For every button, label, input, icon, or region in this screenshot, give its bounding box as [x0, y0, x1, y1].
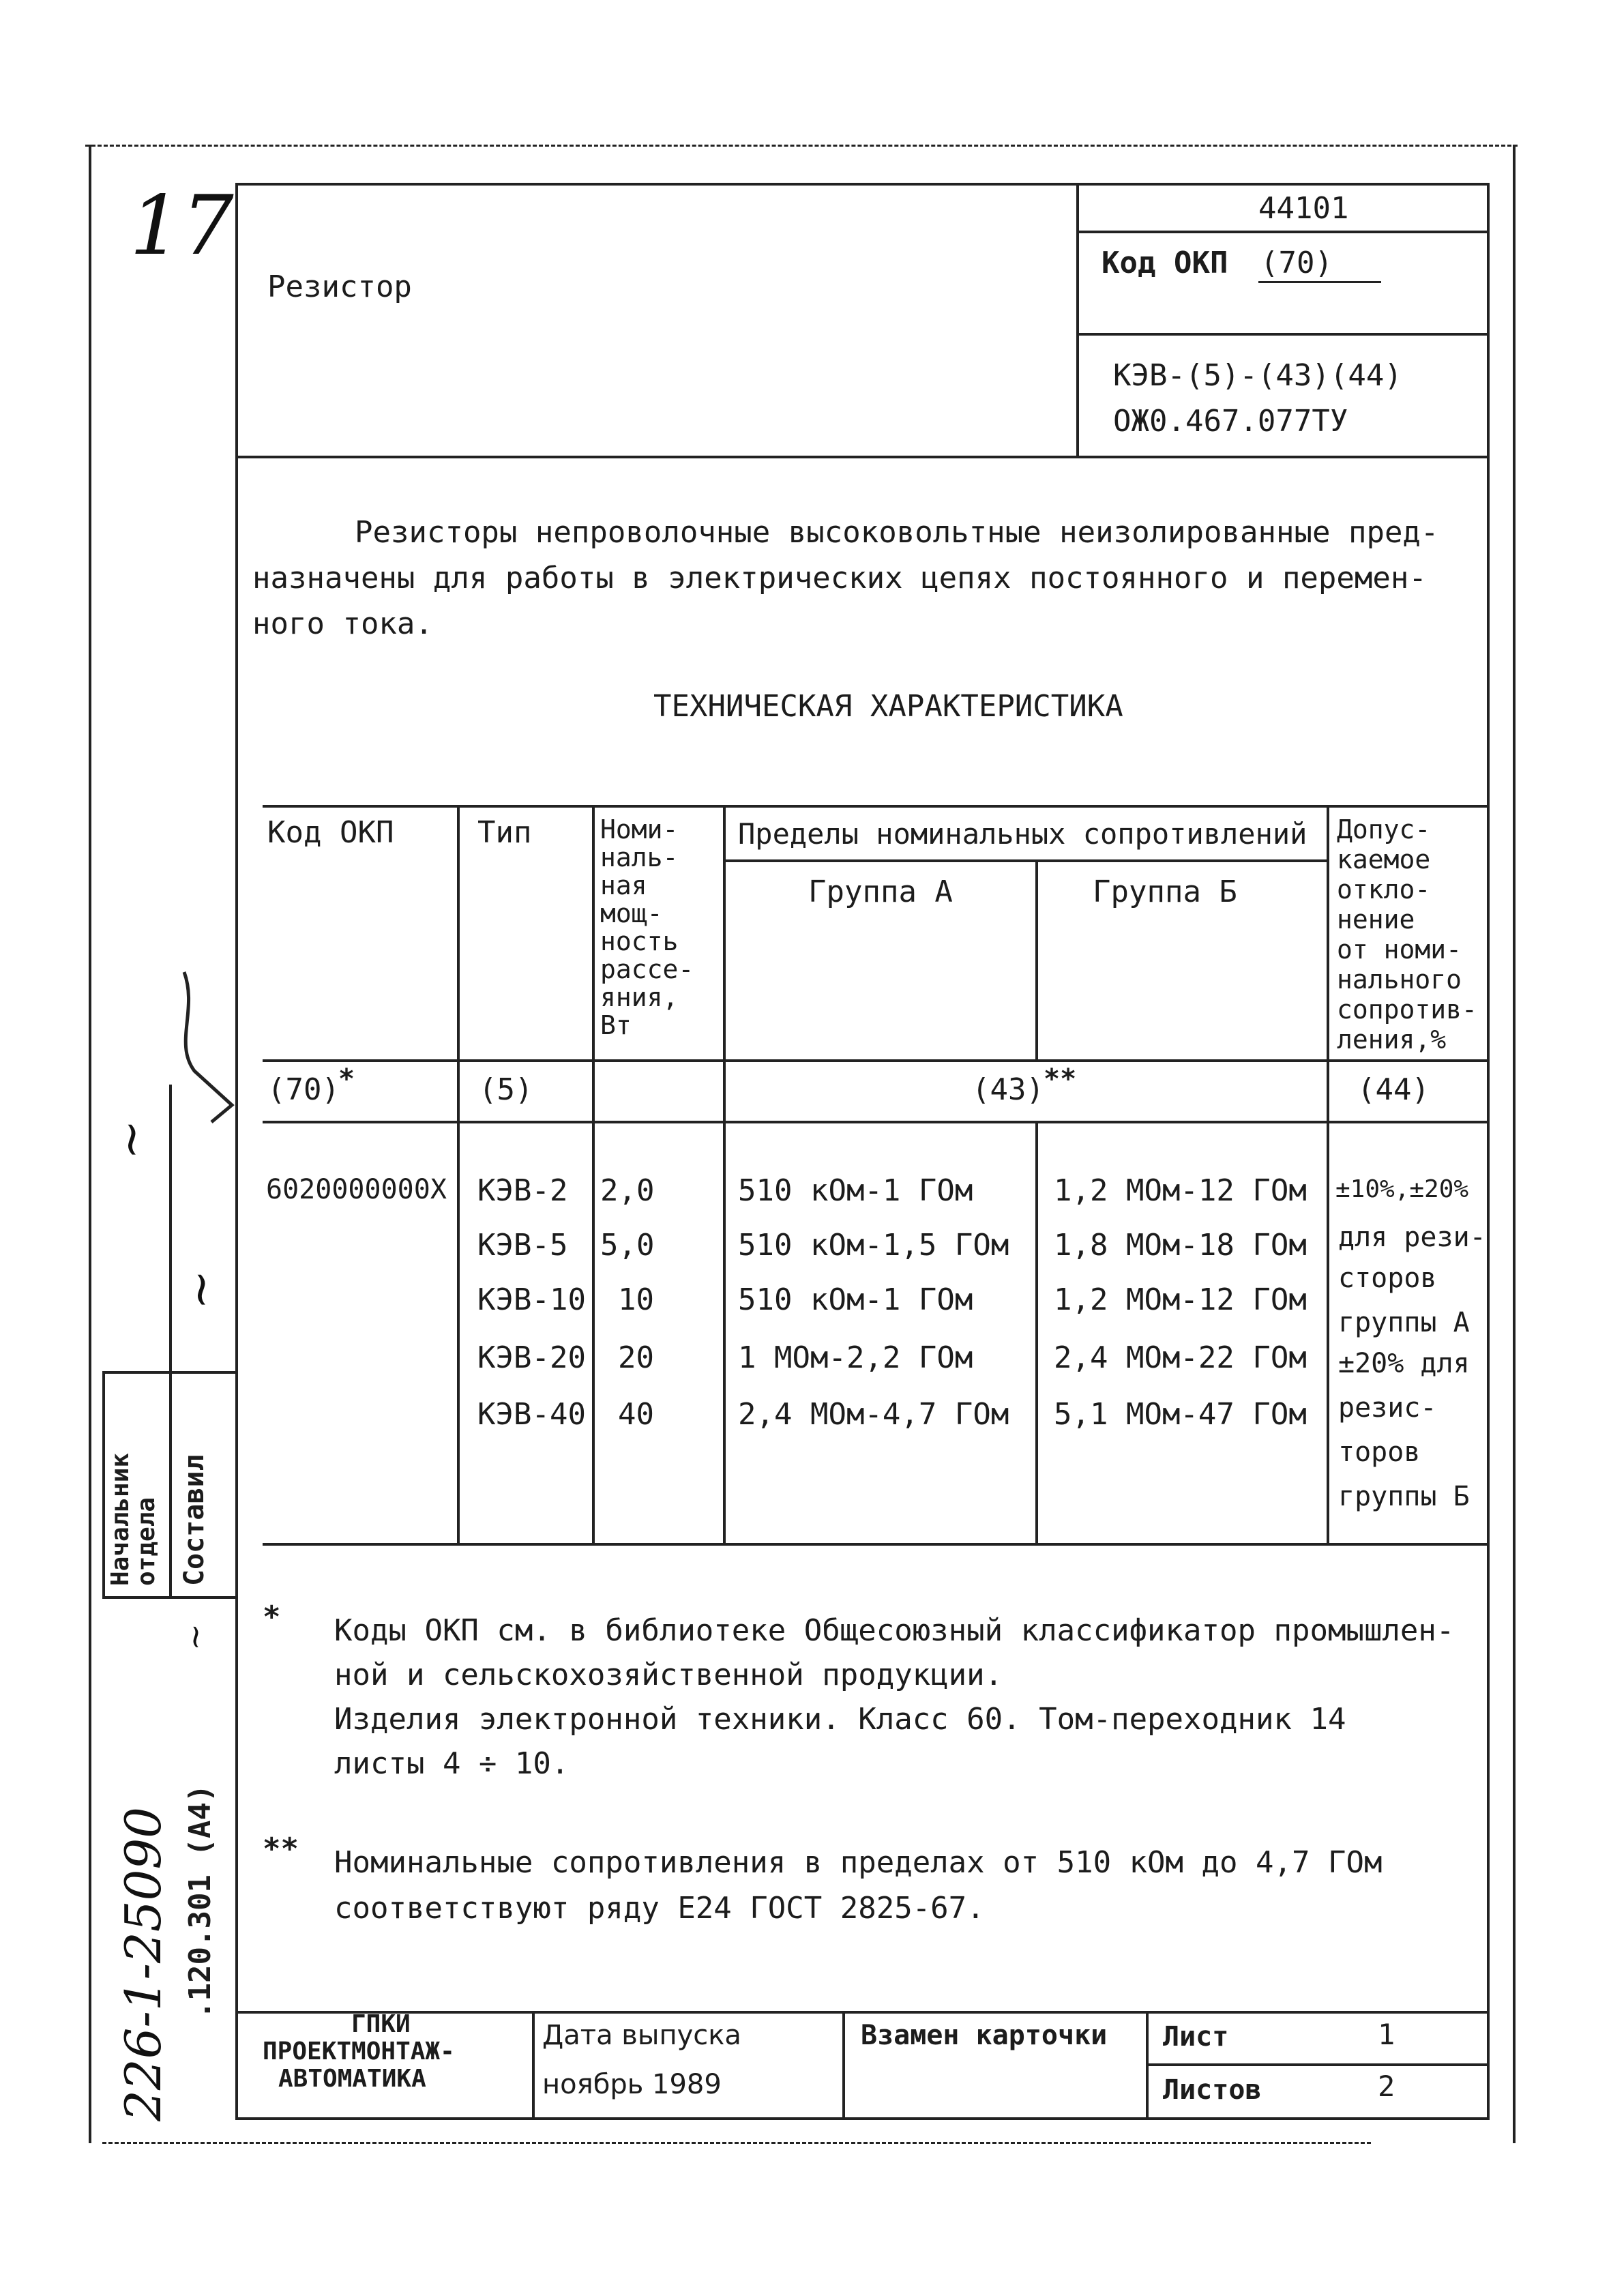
footnote-2-line-1: Номинальные сопротивления в пределах от 510 кОм до 4,7 ГОм [334, 1845, 1383, 1880]
intro-line-1: Резисторы непроволочные высоковольтные неизолированные пред- [355, 515, 1439, 550]
th-tol-4: нение [1337, 904, 1415, 934]
footer-sheets-value: 2 [1378, 2070, 1395, 2103]
okp-label: Код ОКП [1102, 246, 1228, 280]
cell-group-a-3: 510 кОм-1 ГОм [738, 1282, 973, 1317]
cell-tol-8: группы Б [1338, 1481, 1470, 1512]
table-col-1 [457, 805, 460, 1543]
header-divider [1076, 183, 1079, 456]
designation: КЭВ-(5)-(43)(44) [1113, 358, 1402, 393]
cell-group-a-1: 510 кОм-1 ГОм [738, 1173, 973, 1208]
bottom-border [102, 2142, 1371, 2144]
doc-number: 44101 [1258, 191, 1349, 226]
cell-tol-6: резис- [1338, 1392, 1437, 1424]
doc-code: .120.301 (А4) [183, 1784, 218, 2019]
cell-tol-2: для рези- [1338, 1222, 1486, 1253]
th-tol-7: сопротив- [1337, 995, 1477, 1025]
margin-hline-1 [102, 1371, 235, 1374]
cell-power-3: 10 [618, 1282, 654, 1317]
cell-okp-value: 6020000000Х [266, 1174, 447, 1205]
code-type: (5) [479, 1072, 533, 1107]
footer-org-3: АВТОМАТИКА [278, 2065, 426, 2093]
table-subheader [724, 859, 1329, 862]
number-underline [1076, 231, 1490, 233]
table-codes-bottom [263, 1121, 1487, 1123]
cell-tol-3: сторов [1338, 1263, 1437, 1294]
cell-tol-7: торов [1338, 1437, 1421, 1468]
th-type: Тип [477, 815, 532, 850]
margin-line-1 [102, 1371, 105, 1596]
code-tolerance: (44) [1357, 1072, 1430, 1107]
cell-group-b-4: 2,4 МОм-22 ГОм [1054, 1340, 1307, 1375]
okp-box-bottom [1076, 333, 1490, 336]
table-col-4 [1035, 859, 1038, 1059]
cell-power-2: 5,0 [600, 1228, 655, 1263]
footnote-1-line-4: листы 4 ÷ 10. [334, 1746, 570, 1781]
code-okp-mark: * [338, 1063, 355, 1095]
okp-header-value: (70) [1260, 246, 1333, 280]
th-power-5: ность [600, 926, 679, 956]
code-okp: (70) [267, 1072, 340, 1107]
th-tol-2: каемое [1337, 844, 1431, 874]
th-tol-3: откло- [1337, 874, 1431, 904]
th-power-1: Номи- [600, 814, 679, 844]
cell-group-a-5: 2,4 МОм-4,7 ГОм [738, 1397, 1009, 1432]
th-okp: Код ОКП [267, 815, 394, 850]
spec-number: ОЖ0.467.077ТУ [1113, 404, 1348, 439]
card-bottom [235, 2117, 1490, 2120]
role-compiled: Составил [179, 1454, 210, 1586]
footer-col-3 [1146, 2011, 1149, 2117]
footnote-2-mark: ** [263, 1831, 299, 1866]
cell-type-5: КЭВ-40 [477, 1397, 586, 1432]
th-power-8: Вт [600, 1010, 632, 1040]
footnote-1-line-3: Изделия электронной техники. Класс 60. Том-переходник 14 [334, 1702, 1346, 1737]
table-top [263, 805, 1487, 808]
cell-tol-4: группы А [1338, 1307, 1470, 1338]
footer-release-date: ноябрь 1989 [542, 2069, 722, 2100]
footer-release-label: Дата выпуска [542, 2020, 741, 2051]
footnote-2-line-2: соответствуют ряду Е24 ГОСТ 2825-67. [334, 1891, 985, 1926]
cell-type-3: КЭВ-10 [477, 1282, 586, 1317]
signature-check: ~ [176, 1623, 214, 1651]
cell-group-a-2: 510 кОм-1,5 ГОм [738, 1228, 1009, 1263]
cell-power-4: 20 [618, 1340, 654, 1375]
th-power-6: рассе- [600, 954, 694, 984]
footer-sheet-divider [1146, 2063, 1490, 2066]
table-header-bottom [263, 1059, 1487, 1062]
cell-type-1: КЭВ-2 [477, 1173, 568, 1208]
footer-sheets-label: Листов [1163, 2074, 1262, 2106]
th-power-3: ная [600, 870, 647, 900]
th-power-4: мощ- [600, 898, 663, 928]
section-title: ТЕХНИЧЕСКАЯ ХАРАКТЕРИСТИКА [653, 689, 1123, 724]
cell-group-a-4: 1 МОм-2,2 ГОм [738, 1340, 973, 1375]
footer-replaces-label: Взамен карточки [861, 2020, 1108, 2051]
th-group-b: Группа Б [1093, 874, 1237, 909]
right-border [1513, 145, 1516, 2143]
cell-group-b-1: 1,2 МОм-12 ГОм [1054, 1173, 1307, 1208]
table-col-4b [1035, 1121, 1038, 1543]
role-initial: Начальник отдела [106, 1452, 160, 1586]
cell-type-4: КЭВ-20 [477, 1340, 586, 1375]
cell-group-b-2: 1,8 МОм-18 ГОм [1054, 1228, 1307, 1263]
table-col-3 [723, 805, 726, 1543]
cell-tol-1: ±10%,±20% [1335, 1175, 1469, 1203]
signature-compiled: ~ [172, 1269, 228, 1310]
th-tol-6: нального [1337, 965, 1462, 995]
footer-col-2 [842, 2011, 845, 2117]
footer-sheet-value: 1 [1378, 2018, 1395, 2051]
intro-line-2: назначены для работы в электрических цепях постоянного и перемен- [252, 561, 1427, 595]
table-col-5 [1327, 805, 1329, 1543]
footer-sheet-label: Лист [1163, 2021, 1229, 2052]
card-right [1487, 183, 1490, 2119]
th-tol-8: ления,% [1337, 1025, 1447, 1055]
th-limits: Пределы номинальных сопротивлений [738, 817, 1307, 851]
table-bottom [263, 1543, 1487, 1546]
cell-power-1: 2,0 [600, 1173, 655, 1208]
cell-type-2: КЭВ-5 [477, 1228, 568, 1263]
footer-top [235, 2011, 1490, 2014]
th-tol-1: Допус- [1337, 814, 1431, 844]
cell-group-b-3: 1,2 МОм-12 ГОм [1054, 1282, 1307, 1317]
footnote-1-mark: * [263, 1600, 281, 1634]
margin-hline-2 [102, 1596, 235, 1599]
code-limits-mark: ** [1044, 1063, 1077, 1095]
code-limits: (43) [972, 1072, 1044, 1107]
th-tol-5: от номи- [1337, 934, 1462, 965]
cell-tol-5: ±20% для [1338, 1348, 1470, 1379]
footer-col-1 [532, 2011, 535, 2117]
th-group-a: Группа А [808, 874, 953, 909]
header-bottom [235, 456, 1490, 458]
table-col-2 [592, 805, 595, 1543]
top-border [85, 145, 1518, 147]
card-left [235, 183, 238, 2119]
item-name: Резистор [267, 269, 412, 304]
card-top [235, 183, 1490, 186]
left-border [89, 145, 91, 2143]
footnote-1-line-1: Коды ОКП см. в библиотеке Общесоюзный классификатор промышлен- [334, 1613, 1455, 1648]
intro-line-3: ного тока. [252, 606, 433, 641]
cell-group-b-5: 5,1 МОм-47 ГОм [1054, 1397, 1307, 1432]
margin-number: 226-1-25090 [115, 1807, 172, 2121]
th-power-2: наль- [600, 842, 679, 872]
margin-line-2 [169, 1085, 172, 1596]
footnote-1-line-2: ной и сельскохозяйственной продукции. [334, 1658, 1003, 1692]
page-mark: 17 [130, 179, 234, 274]
cell-power-5: 40 [618, 1397, 654, 1432]
signature-initial: ~ [102, 1119, 158, 1160]
th-power-7: яния, [600, 982, 679, 1012]
footer-org-1: ГПКИ [351, 2010, 411, 2038]
footer-org-2: ПРОЕКТМОНТАЖ- [263, 2037, 455, 2065]
